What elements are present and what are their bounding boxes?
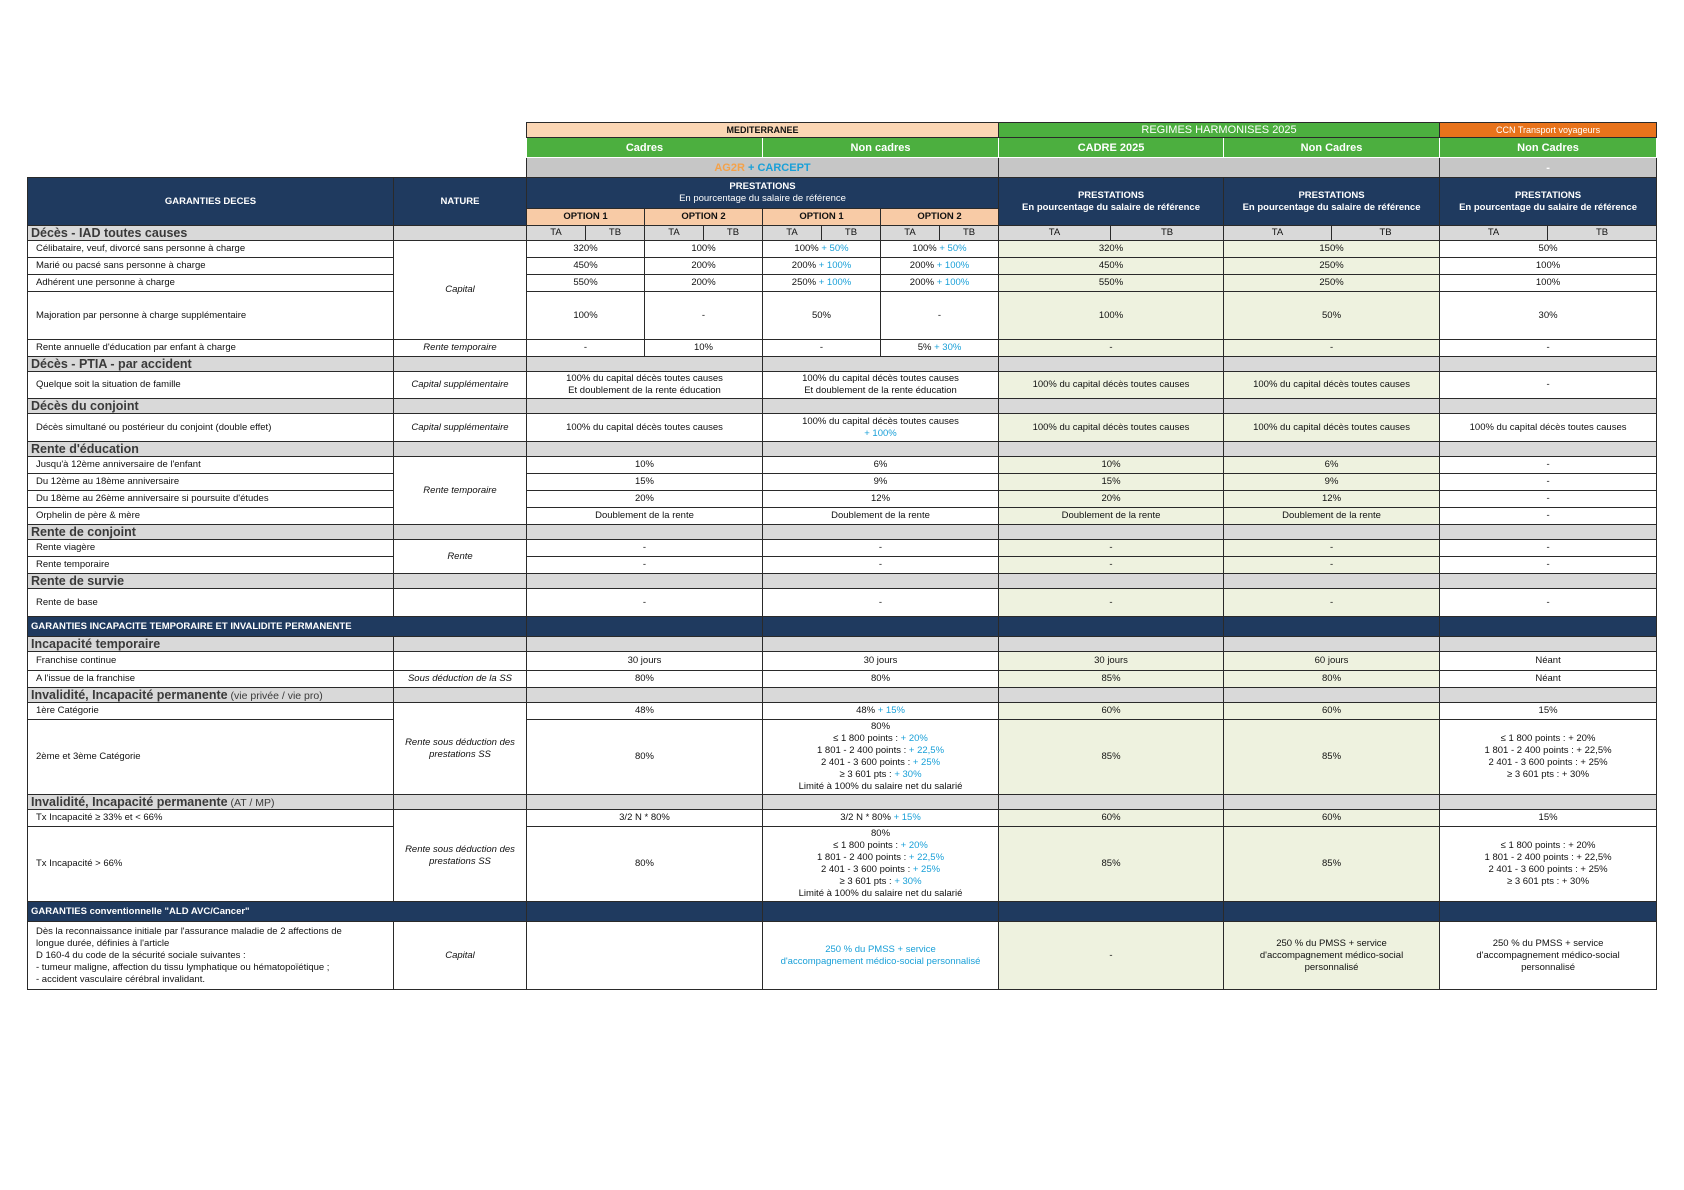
row-label: Tx Incapacité ≥ 33% et < 66%: [28, 810, 394, 827]
header-prestations-nc: PRESTATIONS En pourcentage du salaire de référence: [1224, 178, 1440, 226]
ald-description: Dès la reconnaissance initiale par l'assurance maladie de 2 affections de longue durée, définies à l'article D 160-4 du code de la sécurité sociale suivantes : - tumeur maligne, affection du tissu lymphatique ou hématopoïétique ; - accident vasculaire cérébral invalidant.: [28, 922, 394, 990]
row-label: Du 12ème au 18ème anniversaire: [28, 474, 394, 491]
row-label: 2ème et 3ème Catégorie: [28, 720, 394, 795]
tb-label: TB: [704, 226, 763, 241]
nature-capital-supp: Capital supplémentaire: [394, 414, 527, 442]
nature-rente-sous-deduction: Rente sous déduction des prestations SS: [394, 703, 527, 795]
insurer-ag2r-carcept: [527, 158, 999, 178]
tb-label: TB: [586, 226, 645, 241]
ta-label: TA: [763, 226, 822, 241]
tb-label: TB: [1332, 226, 1440, 241]
table-row: Rente viagère Rente - - - - -: [28, 540, 1657, 557]
nature-capital: Capital: [394, 922, 527, 990]
header-option2-cadres: OPTION 2: [645, 209, 763, 226]
band-ald: GARANTIES conventionnelle "ALD AVC/Cancer": [28, 902, 527, 922]
group-mediterranee: MEDITERRANEE: [527, 123, 999, 138]
tb-label: TB: [1111, 226, 1224, 241]
header-cadres: Cadres: [527, 138, 763, 158]
group-regimes-harmonises: REGIMES HARMONISES 2025: [999, 123, 1440, 138]
table-row: Rente de base - - - - -: [28, 589, 1657, 617]
table-row: Franchise continue 30 jours 30 jours 30 jours 60 jours Néant: [28, 652, 1657, 671]
row-label: Majoration par personne à charge supplémentaire: [28, 292, 394, 340]
table-row: Adhérent une personne à charge 550% 200% 250% + 100% 200% + 100% 550% 250% 100%: [28, 275, 1657, 292]
row-label: 1ère Catégorie: [28, 703, 394, 720]
section-rente-survie: Rente de survie: [28, 574, 394, 589]
band-incapacite-invalidite: GARANTIES INCAPACITE TEMPORAIRE ET INVALIDITE PERMANENTE: [28, 617, 527, 637]
table-row: 2ème et 3ème Catégorie 80% 80% ≤ 1 800 points : + 20% 1 801 - 2 400 points : + 22,5% 2 401 - 3 600 points : + 25% ≥ 3 601 pts : + 30% Limité à 100% du salaire net du salarié 85% 85% ≤ 1 800 points : + 20% 1 801 - 2 400 points : + 22,5% 2 401 - 3 600 points : + 25% ≥ 3 601 pts : + 30%: [28, 720, 1657, 795]
header-option1-cadres: OPTION 1: [527, 209, 645, 226]
section-invalidite-at: Invalidité, Incapacité permanente (AT / MP): [28, 795, 394, 810]
ta-label: TA: [645, 226, 704, 241]
tiered-majoration-ccn: ≤ 1 800 points : + 20% 1 801 - 2 400 points : + 22,5% 2 401 - 3 600 points : + 25% ≥ 3 601 pts : + 30%: [1440, 720, 1657, 795]
blank-corner: [28, 123, 527, 138]
nature-rente-sous-deduction: Rente sous déduction des prestations SS: [394, 810, 527, 902]
section-invalidite-vie: Invalidité, Incapacité permanente (vie privée / vie pro): [28, 688, 394, 703]
benefits-table: [27, 122, 1657, 990]
tiered-majoration: 80% ≤ 1 800 points : + 20% 1 801 - 2 400 points : + 22,5% 2 401 - 3 600 points : + 25% ≥ 3 601 pts : + 30% Limité à 100% du salaire net du salarié: [763, 827, 999, 902]
nature-rente-temporaire: Rente temporaire: [394, 457, 527, 525]
header-prestations-ccn: PRESTATIONS En pourcentage du salaire de référence: [1440, 178, 1657, 226]
table-row: A l'issue de la franchise Sous déduction de la SS 80% 80% 85% 80% Néant: [28, 671, 1657, 688]
header-cadre-2025: CADRE 2025: [999, 138, 1224, 158]
table-row: Quelque soit la situation de famille Capital supplémentaire 100% du capital décès toutes causes Et doublement de la rente éducation 100% du capital décès toutes causes Et doublement de la rente éducation 100% du capital décès toutes causes 100% du capital décès toutes causes -: [28, 372, 1657, 399]
table-row: Tx Incapacité > 66% 80% 80% ≤ 1 800 points : + 20% 1 801 - 2 400 points : + 22,5% 2 401 - 3 600 points : + 25% ≥ 3 601 pts : + 30% Limité à 100% du salaire net du salarié 85% 85% ≤ 1 800 points : + 20% 1 801 - 2 400 points : + 22,5% 2 401 - 3 600 points : + 25% ≥ 3 601 pts : + 30%: [28, 827, 1657, 902]
header-option1-nc: OPTION 1: [763, 209, 881, 226]
row-label: Orphelin de père & mère: [28, 508, 394, 525]
table-row: Dès la reconnaissance initiale par l'assurance maladie de 2 affections de longue durée, définies à l'article D 160-4 du code de la sécurité sociale suivantes : - tumeur maligne, affection du tissu lymphatique ou hématopoïétique ; - accident vasculaire cérébral invalidant. Capital 250 % du PMSS + service d'accompagnement médico-social personnalisé - 250 % du PMSS + service d'accompagnement médico-social personnalisé 250 % du PMSS + service d'accompagnement médico-social personnalisé: [28, 922, 1657, 990]
table-row: Tx Incapacité ≥ 33% et < 66% Rente sous déduction des prestations SS 3/2 N * 80% 3/2 N * 80% + 15% 60% 60% 15%: [28, 810, 1657, 827]
nature-rente-temporaire: Rente temporaire: [394, 340, 527, 357]
header-non-cadres-reg: Non Cadres: [1224, 138, 1440, 158]
row-label: Tx Incapacité > 66%: [28, 827, 394, 902]
header-non-cadres-ccn: Non Cadres: [1440, 138, 1657, 158]
ta-label: TA: [527, 226, 586, 241]
table-row: Rente temporaire - - - - -: [28, 557, 1657, 574]
row-label: Franchise continue: [28, 652, 394, 671]
insurer-carcept: + CARCEPT: [744, 161, 811, 174]
tb-label: TB: [1548, 226, 1657, 241]
header-prestations-med: PRESTATIONS En pourcentage du salaire de référence: [527, 178, 999, 209]
ta-label: TA: [1224, 226, 1332, 241]
benefits-table-sheet: [27, 122, 1656, 990]
row-label: Quelque soit la situation de famille: [28, 372, 394, 399]
nature-capital: Capital: [394, 241, 527, 340]
insurer-ccn: -: [1440, 158, 1657, 178]
tb-label: TB: [940, 226, 999, 241]
row-label: Du 18ème au 26ème anniversaire si poursuite d'études: [28, 491, 394, 508]
ta-label: TA: [881, 226, 940, 241]
table-row: Célibataire, veuf, divorcé sans personne à charge Capital 320% 100% 100% + 50% 100% + 50% 320% 150% 50%: [28, 241, 1657, 258]
table-row: Rente annuelle d'éducation par enfant à charge Rente temporaire - 10% - 5% + 30% - - -: [28, 340, 1657, 357]
tb-label: TB: [822, 226, 881, 241]
table-row: Décès simultané ou postérieur du conjoint (double effet) Capital supplémentaire 100% du capital décès toutes causes 100% du capital décès toutes causes + 100% 100% du capital décès toutes causes 100% du capital décès toutes causes 100% du capital décès toutes causes: [28, 414, 1657, 442]
group-ccn-transport: CCN Transport voyageurs: [1440, 123, 1657, 138]
nature-rente: Rente: [394, 540, 527, 574]
section-incapacite-temporaire: Incapacité temporaire: [28, 637, 394, 652]
nature-sous-deduction: Sous déduction de la SS: [394, 671, 527, 688]
header-nature: NATURE: [394, 178, 527, 226]
table-row: 1ère Catégorie Rente sous déduction des prestations SS 48% 48% + 15% 60% 60% 15%: [28, 703, 1657, 720]
table-row: Majoration par personne à charge supplémentaire 100% - 50% - 100% 50% 30%: [28, 292, 1657, 340]
table-row: Du 12ème au 18ème anniversaire 15% 9% 15% 9% -: [28, 474, 1657, 491]
tiered-majoration: 80% ≤ 1 800 points : + 20% 1 801 - 2 400 points : + 22,5% 2 401 - 3 600 points : + 25% ≥ 3 601 pts : + 30% Limité à 100% du salaire net du salarié: [763, 720, 999, 795]
row-label: Célibataire, veuf, divorcé sans personne à charge: [28, 241, 394, 258]
nature-capital-supp: Capital supplémentaire: [394, 372, 527, 399]
tiered-majoration-ccn: ≤ 1 800 points : + 20% 1 801 - 2 400 points : + 22,5% 2 401 - 3 600 points : + 25% ≥ 3 601 pts : + 30%: [1440, 827, 1657, 902]
row-label: Rente de base: [28, 589, 394, 617]
section-iad: Décès - IAD toutes causes: [28, 226, 394, 241]
table-row: Jusqu'à 12ème anniversaire de l'enfant Rente temporaire 10% 6% 10% 6% -: [28, 457, 1657, 474]
row-label: Adhérent une personne à charge: [28, 275, 394, 292]
section-ptia: Décès - PTIA - par accident: [28, 357, 394, 372]
header-option2-nc: OPTION 2: [881, 209, 999, 226]
row-label: Rente temporaire: [28, 557, 394, 574]
header-non-cadres: Non cadres: [763, 138, 999, 158]
insurer-ag2r: AG2R: [714, 161, 745, 174]
ta-label: TA: [1440, 226, 1548, 241]
table-row: Orphelin de père & mère Doublement de la rente Doublement de la rente Doublement de la rente Doublement de la rente -: [28, 508, 1657, 525]
row-label: Rente annuelle d'éducation par enfant à charge: [28, 340, 394, 357]
header-prestations-cadre: PRESTATIONS En pourcentage du salaire de référence: [999, 178, 1224, 226]
row-label: Marié ou pacsé sans personne à charge: [28, 258, 394, 275]
ta-label: TA: [999, 226, 1111, 241]
row-label: A l'issue de la franchise: [28, 671, 394, 688]
table-row: Marié ou pacsé sans personne à charge 450% 200% 200% + 100% 200% + 100% 450% 250% 100%: [28, 258, 1657, 275]
row-label: Jusqu'à 12ème anniversaire de l'enfant: [28, 457, 394, 474]
header-garanties-deces: GARANTIES DECES: [28, 178, 394, 226]
section-rente-conjoint: Rente de conjoint: [28, 525, 394, 540]
table-row: Du 18ème au 26ème anniversaire si poursuite d'études 20% 12% 20% 12% -: [28, 491, 1657, 508]
row-label: Décès simultané ou postérieur du conjoint (double effet): [28, 414, 394, 442]
section-rente-education: Rente d'éducation: [28, 442, 394, 457]
section-conjoint: Décès du conjoint: [28, 399, 394, 414]
row-label: Rente viagère: [28, 540, 394, 557]
